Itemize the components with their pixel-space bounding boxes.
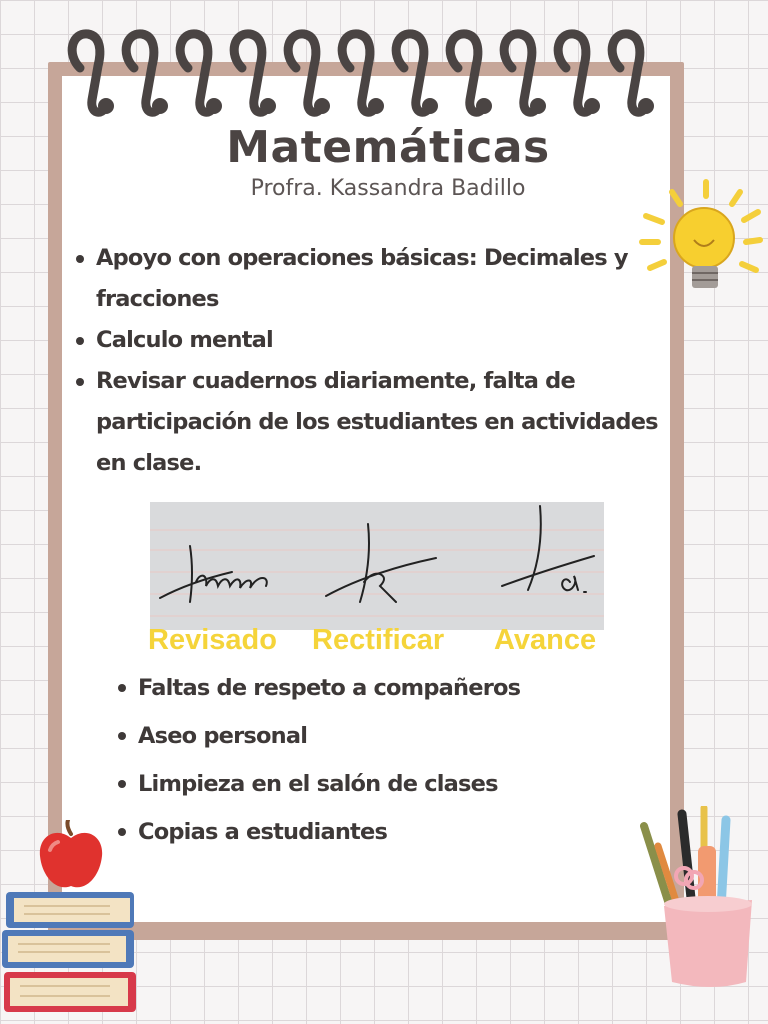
behavior-list [118, 664, 638, 856]
list-item: Revisar cuadernos diariamente, falta de [76, 361, 676, 402]
page-subtitle: Profra. Kassandra Badillo [250, 176, 526, 201]
list-item-continuation: en clase. [96, 450, 202, 476]
label-revisado: Revisado [148, 624, 277, 656]
label-avance: Avance [494, 624, 597, 656]
signature-rectificar [326, 524, 436, 602]
list-item-continuation: fracciones [96, 286, 219, 312]
list-item-continuation: participación de los estudiantes en actividades [96, 409, 658, 435]
apple-icon [36, 820, 106, 892]
list-item: Copias a estudiantes [118, 808, 638, 856]
spiral-rings [58, 20, 658, 130]
list-item: Calculo mental [76, 320, 676, 361]
objectives-list [76, 238, 676, 484]
label-rectificar: Rectificar [312, 624, 445, 656]
list-item: Aseo personal [118, 712, 638, 760]
page-title: Matemáticas [226, 122, 550, 173]
signature-photo [150, 502, 604, 630]
signature-avance [502, 506, 594, 592]
signature-labels [144, 624, 614, 664]
books-icon [0, 884, 140, 1024]
pencil-cup-icon [636, 806, 764, 992]
list-item: Faltas de respeto a compañeros [118, 664, 638, 712]
list-item: Apoyo con operaciones básicas: Decimales y [76, 238, 676, 279]
list-item: Limpieza en el salón de clases [118, 760, 638, 808]
